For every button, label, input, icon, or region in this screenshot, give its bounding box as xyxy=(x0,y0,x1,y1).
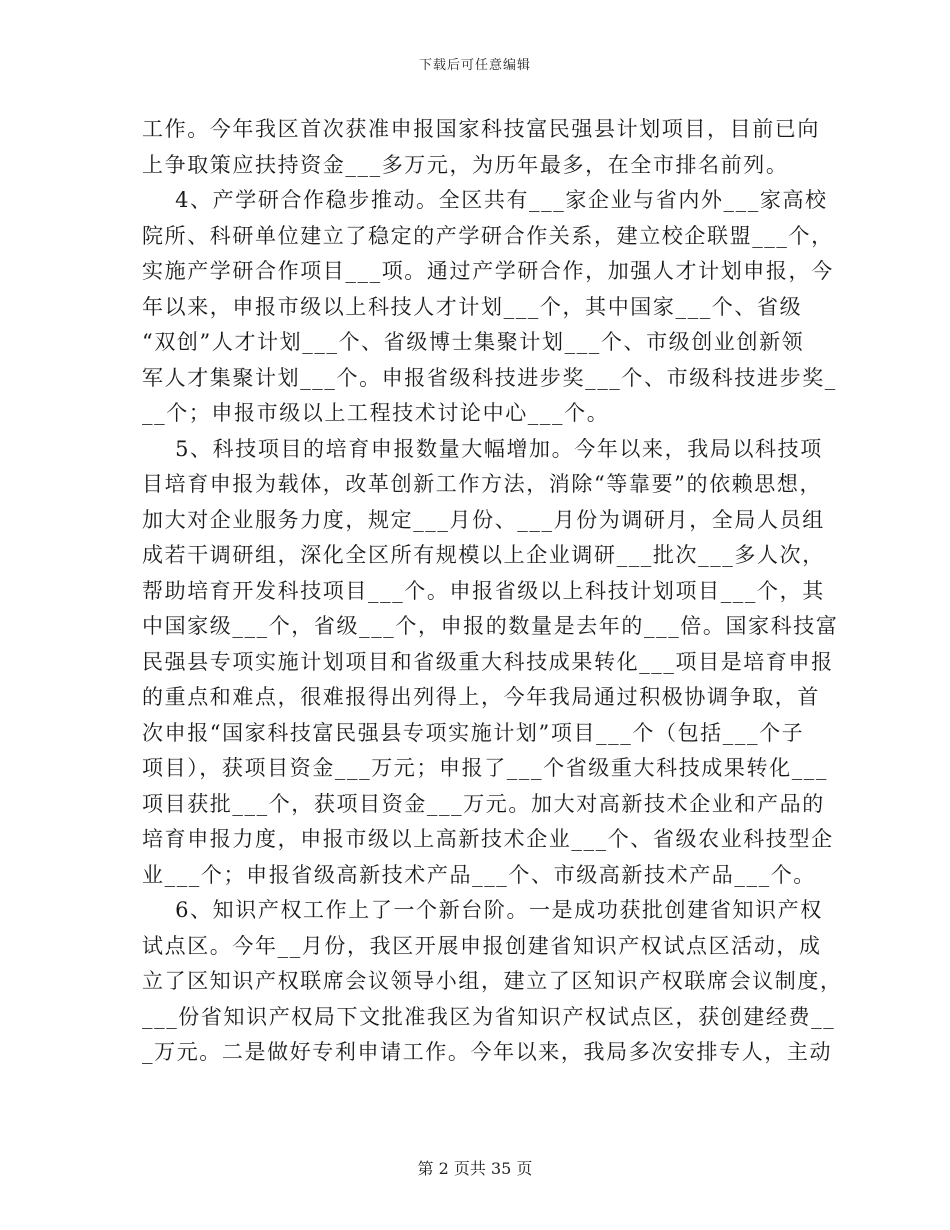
text-line: 年以来，申报市级以上科技人才计划___个，其中国家___个、省级 xyxy=(142,294,803,319)
text-line: 上争取策应扶持资金___多万元，为历年最多，在全市排名前列。 xyxy=(142,152,789,177)
text-line: 培育申报力度，申报市级以上高新技术企业___个、省级农业科技型企 xyxy=(142,827,834,851)
text-line: 中国家级___个，省级___个，申报的数量是去年的___倍。国家科技富 xyxy=(142,614,839,638)
text-line: 次申报“国家科技富民强县专项实施计划”项目___个（包括___个子 xyxy=(142,720,805,745)
text-line: 实施产学研合作项目___项。通过产学研合作，加强人才计划申报，今 xyxy=(142,259,834,283)
text-line: “双创”人才计划___个、省级博士集聚计划___个、市级创业创新领 xyxy=(142,330,805,354)
text-line: 民强县专项实施计划项目和省级重大科技成果转化___项目是培育申报 xyxy=(142,649,834,674)
text-line: 工作。今年我区首次获准申报国家科技富民强县计划项目，目前已向 xyxy=(142,117,820,141)
text-line: 5、科技项目的培育申报数量大幅增加。今年以来，我局以科技项 xyxy=(142,436,823,461)
text-line: _万元。二是做好专利申请工作。今年以来，我局多次安排专人，主动 xyxy=(142,1040,833,1064)
text-line: 项目），获项目资金___万元；申报了___个省级重大科技成果转化___ xyxy=(142,756,828,780)
text-line: 立了区知识产权联席会议领导小组，建立了区知识产权联席会议制度， xyxy=(142,969,843,993)
text-line: 4、产学研合作稳步推动。全区共有___家企业与省内外___家高校 xyxy=(142,188,828,212)
text-line: 加大对企业服务力度，规定___月份、___月份为调研月，全局人员组 xyxy=(142,507,825,532)
text-line: 目培育申报为载体，改革创新工作方法，消除“等靠要”的依赖思想， xyxy=(142,472,823,496)
page-header: 下载后可任意编辑 xyxy=(418,58,531,73)
text-line: ___份省知识产权局下文批准我区为省知识产权试点区，获创建经费__ xyxy=(142,1004,836,1029)
text-line: __个；申报市级以上工程技术讨论中心___个。 xyxy=(142,401,610,425)
page-number-footer: 第 2 页共 35 页 xyxy=(417,1159,533,1178)
text-line: 军人才集聚计划___个。申报省级科技进步奖___个、市级科技进步奖_ xyxy=(142,365,837,390)
text-line: 试点区。今年__月份，我区开展申报创建省知识产权试点区活动，成 xyxy=(142,933,822,958)
document-body xyxy=(142,112,843,1071)
text-line: 成若干调研组，深化全区所有规模以上企业调研___批次___多人次， xyxy=(142,543,825,567)
text-line: 帮助培育开发科技项目___个。申报省级以上科技计划项目___个，其 xyxy=(142,578,825,603)
text-line: 的重点和难点，很难报得出列得上，今年我局通过积极协调争取，首 xyxy=(142,685,820,709)
text-line: 业___个；申报省级高新技术产品___个、市级高新技术产品___个。 xyxy=(142,862,816,887)
text-line: 院所、科研单位建立了稳定的产学研合作关系，建立校企联盟___个， xyxy=(142,223,834,248)
text-line: 项目获批___个，获项目资金___万元。加大对高新技术企业和产品的 xyxy=(142,791,825,816)
text-line: 6、知识产权工作上了一个新台阶。一是成功获批创建省知识产权 xyxy=(142,898,823,922)
